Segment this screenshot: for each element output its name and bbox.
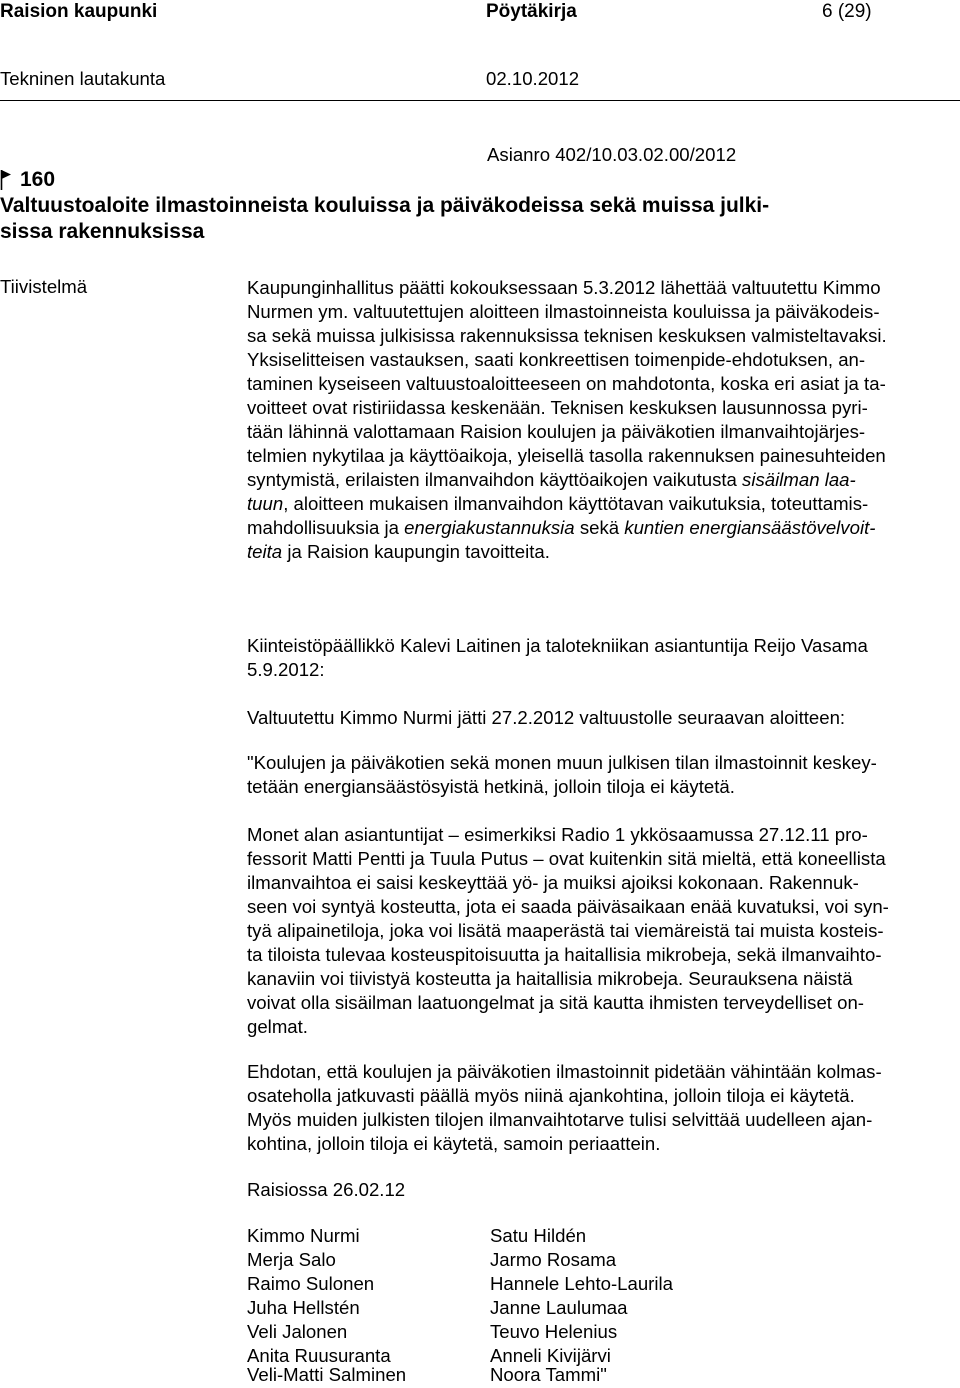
summary-line: [247, 540, 550, 564]
body-line: ilmanvaihtoa ei saisi keskeyttää yö- ja muiksi ajoiksi kokonaan. Rakennuk-: [247, 872, 859, 893]
body-line: Valtuutettu Kimmo Nurmi jätti 27.2.2012 valtuustolle seuraavan aloitteen:: [247, 707, 846, 728]
body-line: ta tiloista tulevaa kosteuspitoisuutta ja haitallisia mikrobeja, sekä ilmanvaihto-: [247, 944, 882, 965]
summary-italic-text: tuun: [247, 493, 284, 514]
summary-text: ja Raision kaupungin tavoitteita.: [282, 541, 550, 562]
signatory-left: Veli Jalonen: [247, 1321, 348, 1342]
document-type: Pöytäkirja: [486, 1, 577, 22]
case-title-line-2: sissa rakennuksissa: [0, 220, 205, 243]
signatory-left: Merja Salo: [247, 1249, 336, 1270]
signatory-left: Raimo Sulonen: [247, 1273, 375, 1294]
summary-line: tään lähinnä valottamaan Raision koulujen ja päiväkotien ilmanvaihtojärjes-: [247, 421, 866, 442]
summary-italic-text: kuntien energiansäästövelvoit-: [624, 517, 876, 538]
summary-text: sekä: [574, 517, 625, 538]
body-line: Monet alan asiantuntijat – esimerkiksi Radio 1 ykkösaamussa 27.12.11 pro-: [247, 824, 868, 845]
body-line: gelmat.: [247, 1016, 308, 1037]
summary-line: [247, 492, 868, 516]
signing-place-date: Raisiossa 26.02.12: [247, 1179, 406, 1200]
signatory-left: Anita Ruusuranta: [247, 1345, 391, 1366]
meeting-date: 02.10.2012: [486, 68, 580, 89]
body-line: 5.9.2012:: [247, 659, 325, 680]
summary-text: , aloitteen mukaisen ilmanvaihdon käyttötavan vaikutuksia, toteuttamis-: [283, 493, 869, 514]
summary-line: Kaupunginhallitus päätti kokouksessaan 5.3.2012 lähettää valtuutettu Kimmo: [247, 277, 881, 298]
body-line: tyä alipainetiloja, joka voi lisätä maaperästä tai viemäreistä tai muista kosteis-: [247, 920, 884, 941]
summary-text: syntymistä, erilaisten ilmanvaihdon käyttöaikojen vaikutusta: [247, 469, 743, 490]
body-line: tetään energiansäästösyistä hetkinä, jolloin tiloja ei käytetä.: [247, 776, 735, 797]
signatory-left: Veli-Matti Salminen: [247, 1364, 407, 1385]
signatory-right: Satu Hildén: [490, 1225, 587, 1246]
summary-italic-text: energiakustannuksia: [404, 517, 575, 538]
signatory-left: Juha Hellstén: [247, 1297, 360, 1318]
body-line: voivat olla sisäilman laatuongelmat ja sitä kautta ihmisten terveydelliset on-: [247, 992, 864, 1013]
signatory-right: Janne Laulumaa: [490, 1297, 628, 1318]
case-reference: Asianro 402/10.03.02.00/2012: [487, 144, 737, 165]
board-name: Tekninen lautakunta: [0, 68, 166, 89]
signatory-right: Anneli Kivijärvi: [490, 1345, 611, 1366]
summary-line: taminen kyseiseen valtuustoaloitteeseen on mahdotonta, koska eri asiat ja ta-: [247, 373, 886, 394]
summary-text: mahdollisuuksia ja: [247, 517, 405, 538]
summary-line: [247, 516, 875, 540]
signatory-right: Jarmo Rosama: [490, 1249, 617, 1270]
body-line: kanaviin voi tiivistyä kosteutta ja haitallisia mikrobeja. Seurauksena näistä: [247, 968, 853, 989]
signatory-left: Kimmo Nurmi: [247, 1225, 360, 1246]
body-line: seen voi syntyä kosteutta, jota ei saada päiväsaikaan enää kuvatuksi, voi syn-: [247, 896, 889, 917]
summary-line: Nurmen ym. valtuutettujen aloitteen ilmastoinneista kouluissa ja päiväkodeis-: [247, 301, 880, 322]
case-title-line-1: Valtuustoaloite ilmastoinneista kouluissa ja päiväkodeissa sekä muissa julki-: [0, 194, 770, 217]
body-line: Kiinteistöpäällikkö Kalevi Laitinen ja talotekniikan asiantuntija Reijo Vasama: [247, 635, 868, 656]
page-number: 6 (29): [822, 1, 872, 22]
summary-label: Tiivistelmä: [0, 276, 88, 297]
signatory-right: Teuvo Helenius: [490, 1321, 618, 1342]
summary-italic-text: teita: [247, 541, 283, 562]
summary-line: telmien nykytilaa ja käyttöaikoja, yleisellä tasolla rakennuksen painesuhteiden: [247, 445, 886, 466]
summary-line: Yksiselitteisen vastauksen, saati konkreettisen toimenpide-ehdotuksen, an-: [247, 349, 866, 370]
body-line: Myös muiden julkisten tilojen ilmanvaihtotarve tulisi selvittää uudelleen ajan-: [247, 1109, 873, 1130]
body-line: kohtina, jolloin tiloja ei käytetä, samoin periaattein.: [247, 1133, 661, 1154]
body-line: Ehdotan, että koulujen ja päiväkotien ilmastoinnit pidetään vähintään kolmas-: [247, 1061, 882, 1082]
body-line: fessorit Matti Pentti ja Tuula Putus – ovat kuitenkin sitä mieltä, että koneellista: [247, 848, 886, 869]
city-name: Raision kaupunki: [0, 1, 158, 22]
body-line: "Koulujen ja päiväkotien sekä monen muun julkisen tilan ilmastoinnit keskey-: [247, 752, 877, 773]
flag-icon: [0, 169, 12, 196]
signatory-right: Noora Tammi": [490, 1364, 607, 1385]
case-number: 160: [20, 168, 56, 191]
summary-italic-text: sisäilman laa-: [742, 469, 856, 490]
summary-line: sa sekä muissa julkisissa rakennuksissa teknisen keskuksen valmisteltavaksi.: [247, 325, 887, 346]
summary-line: [247, 468, 856, 492]
signatory-right: Hannele Lehto-Laurila: [490, 1273, 673, 1294]
summary-line: voitteet ovat ristiriidassa keskenään. Teknisen keskuksen lausunnossa pyri-: [247, 397, 868, 418]
header-rule: [0, 100, 960, 101]
body-line: osateholla jatkuvasti päällä myös niinä ajankohtina, jolloin tiloja ei käytetä.: [247, 1085, 855, 1106]
